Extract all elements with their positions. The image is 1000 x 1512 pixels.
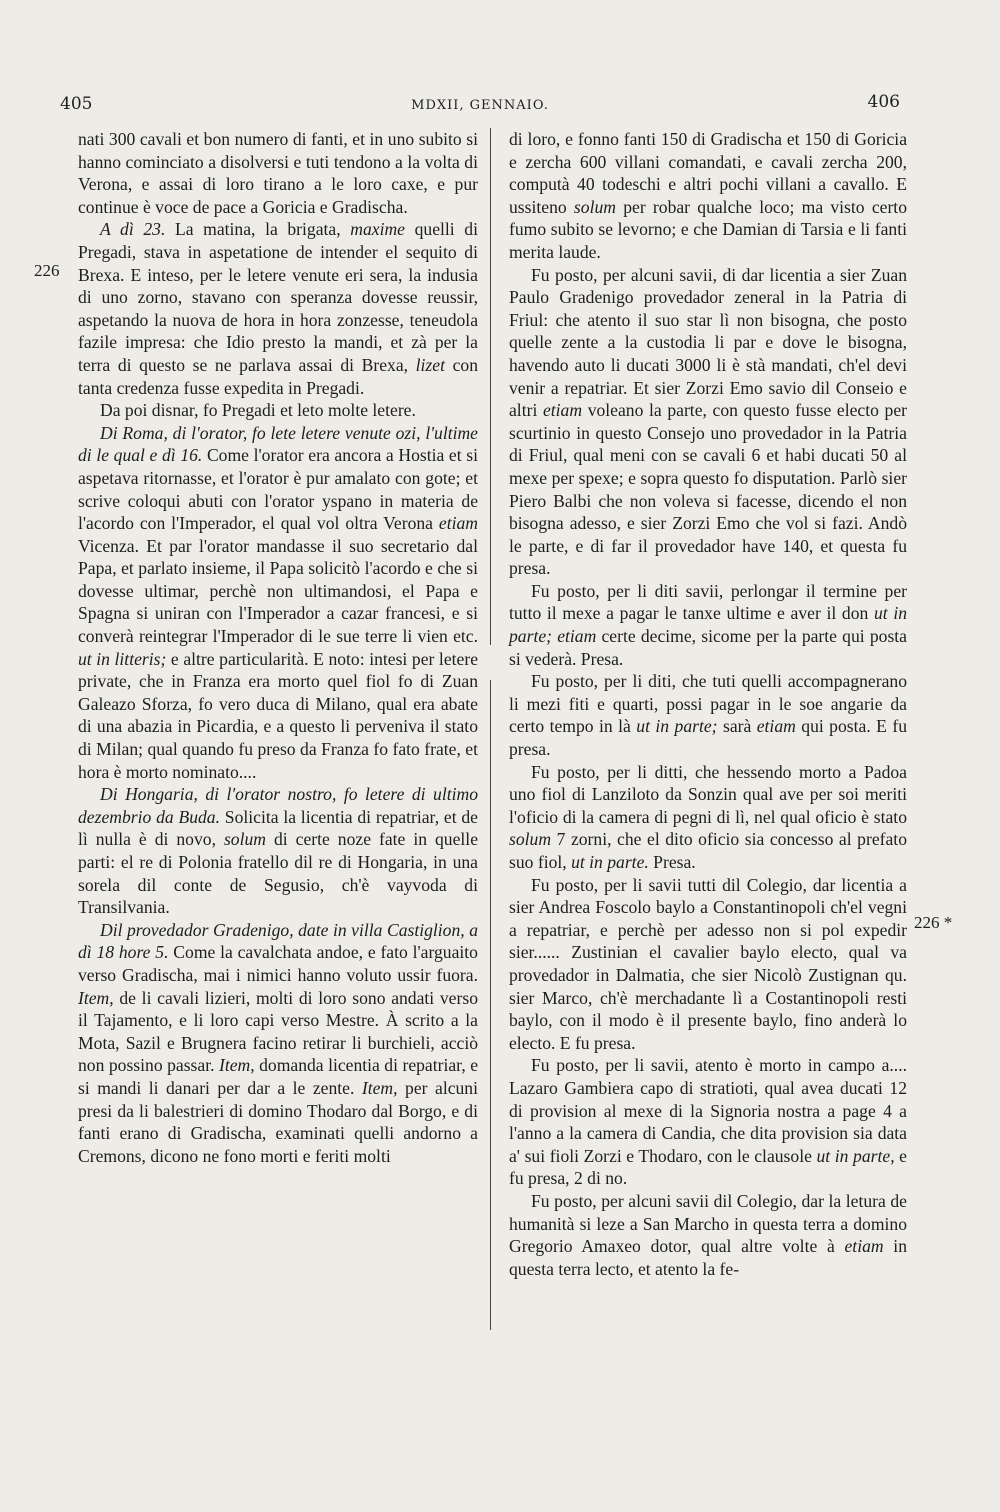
- paragraph: [78, 783, 478, 919]
- text-run: di certe noze fate in quelle parti: el re di Polonia fratello dil re di Hongaria, in una sorela dil conte de Segusio, ch'è vayvoda di Transilvania.: [78, 829, 479, 918]
- italic-text: Item,: [218, 1055, 255, 1076]
- running-title: MDXII, GENNAIO.: [411, 98, 549, 113]
- text-run: Da poi disnar, fo Pregadi et leto molte letere.: [100, 400, 416, 421]
- column-divider-lower: [490, 680, 491, 1330]
- text-run: domanda licentia di repatriar, e si mandi li danari per dar a le zente.: [78, 1055, 479, 1098]
- italic-text: Di Hongaria, di l'orator nostro, fo letere di ultimo dezembrio da Buda.: [78, 784, 478, 827]
- text-run: Come l'orator era ancora a Hostia et si aspetava ritornasse, et l'orator è pur amalato con gote; et scrive coloqui abuti con l'orator yspano in materia de l'acordo con l'Imperador, el qual vol oltra Verona: [78, 445, 478, 534]
- text-run: Solicita la licentia di repatriar, et de lì nulla è di novo,: [78, 806, 478, 850]
- text-run: 7 zorni, che el dito oficio sia concesso al prefato suo fiol,: [509, 829, 907, 872]
- italic-text: lizet: [415, 354, 445, 375]
- text-run: e fu presa, 2 di no.: [509, 1145, 907, 1189]
- paragraph: [78, 128, 478, 218]
- italic-text: ut in parte.: [571, 852, 649, 872]
- text-run: nati 300 cavali et bon numero di fanti, et in uno subito si hanno cominciato a disolversi e tuti tendono a la volta di Verona, e assai di loro tirano a le loro caxe, e pur continue è voce de pace a Goricia e Gradischa.: [78, 129, 478, 217]
- italic-text: ut in parte,: [816, 1145, 895, 1166]
- paragraph: [509, 128, 907, 264]
- text-run: certe decime, sicome per la parte qui posta si vederà. Presa.: [509, 626, 907, 669]
- paragraph: [78, 399, 478, 422]
- text-run: Vicenza. Et par l'orator mandasse il suo secretario dal Papa, et parlato insieme, il Papa solicitò l'acordo e che si dovesse ultimar, perchè non ultimandosi, el Papa e Spagna si uniran con l'Imperador a cazar francesi, e si converà reintegrar l'Imperador di le sue terre li vien etc.: [78, 535, 478, 647]
- paragraph: [509, 1054, 907, 1190]
- italic-text: ut in parte;: [636, 716, 718, 737]
- italic-text: etiam: [438, 513, 478, 534]
- text-run: in questa terra lecto, et atento la fe-: [509, 1236, 907, 1279]
- page-header: [60, 92, 900, 122]
- italic-text: Item,: [361, 1077, 398, 1098]
- text-run: Fu posto, per li savii, atento è morto in campo a.... Lazaro Gambiera capo di stratioti, qual avea ducati 12 di provision al mexe di la Signoria nostra a page 4 a l'anno a la camera di Candia, che dita provision sia data a' sui fioli Zorzi e Thodaro, con le clausole: [509, 1055, 907, 1166]
- paragraph: [509, 580, 907, 670]
- text-run: e altre particularità. E noto: intesi per letere private, che in Franza era morto quel fiol fo di Zuan Galeazo Sforza, fo vero duca di Milano, qual era abate di una abazia in Picardia, e a questo li perveniva il stato di Milan; qual quando fu preso da Franza fo fato frate, et hora è morto nominato....: [78, 648, 478, 782]
- italic-text: maxime: [350, 219, 405, 240]
- margin-note-left: 226: [34, 261, 60, 280]
- text-run: sarà: [717, 716, 757, 737]
- paragraph: [78, 218, 478, 399]
- left-page-number: 405: [60, 94, 93, 114]
- text-run: per alcuni presi da li balestrieri di domino Thodaro dal Borgo, e di fanti erano di Gradischa, examinati quelli andorno a Cremons, dicono ne fono morti e feriti molti: [78, 1077, 478, 1166]
- text-run: Fu posto, per li diti savii, perlongar il termine per tutto il mexe a pagar le tanxe ultime e aver il don: [509, 580, 907, 624]
- paragraph: [78, 919, 478, 1168]
- paragraph: [78, 422, 478, 784]
- italic-text: Dil provedador Gradenigo, date in villa Castiglion, a dì 18 hore 5.: [78, 919, 478, 963]
- text-run: Fu posto, per li savii tutti dil Colegio, dar licentia a sier Andrea Foscolo baylo a Constantinopoli ch'el vegni a repatriar, e perchè per adesso non si pol expedir sier...... Zustinian el cavalier baylo electo, qual va provedador in Dalmatia, che sier Nicolò Zustignan qu. sier Marco, ch'è merchadante lì a Costantinopoli resti baylo, con il modo è il presente baylo, fino anderà lo electo. E fu presa.: [509, 874, 907, 1053]
- italic-text: etiam: [542, 400, 583, 421]
- margin-note-right: 226 *: [914, 913, 953, 932]
- text-run: Fu posto, per alcuni savii, di dar licentia a sier Zuan Paulo Gradenigo provedador zeneral in la Patria di Friul: che atento il suo star lì non bisogna, che posto quelle zente a la custodia li par e dove le bisogna, havendo auto li ducati 3000 li è stà mandati, ch'el devi venir a repatriar. Et sier Zorzi Emo savio dil Conseio e altri: [509, 264, 907, 421]
- text-run: Fu posto, per li ditti, che hessendo morto a Padoa uno fiol di Lanziloto da Sonzin qual ave per soi meriti l'oficio di la camera di pegni di lì, nel qual oficio è stato: [509, 761, 907, 827]
- text-run: Presa.: [648, 852, 696, 872]
- text-run: qui posta. E fu presa.: [509, 716, 907, 760]
- column-divider: [490, 128, 491, 645]
- right-text-column: [509, 128, 907, 1280]
- italic-text: ut in parte; etiam: [509, 603, 908, 647]
- italic-text: etiam: [844, 1236, 884, 1257]
- italic-text: solum: [509, 829, 552, 850]
- italic-text: Di Roma, di l'orator, fo lete letere venute ozi, l'ultime di le qual e dì 16.: [78, 422, 478, 466]
- text-run: per robar qualche loco; ma visto certo fumo subito se levorno; e che Damian di Tarsia e li fanti merita laude.: [509, 196, 907, 262]
- italic-text: ut in litteris;: [78, 648, 167, 669]
- paragraph: [509, 264, 907, 580]
- text-run: voleano la parte, con questo fusse electo per scurtinio in questo Consejo uno provedador in la Patria di Friul, qual meni con se cavali 6 et habi ducati 50 al mexe per spexe; e sopra questo fo disputation. Parlò sier Piero Balbi che non voleva si facesse, dicendo el non bisogna adesso, e sier Zorzi Emo che vol si fazi. Andò le parte, e di far il provedador have 140, et questa fu presa.: [509, 400, 907, 579]
- italic-text: solum: [223, 829, 266, 850]
- paragraph: [509, 670, 907, 760]
- text-run: con tanta credenza fusse expedita in Pregadi.: [78, 354, 478, 398]
- paragraph: [509, 874, 907, 1055]
- text-run: La matina, la brigata,: [165, 219, 351, 240]
- italic-text: etiam: [756, 716, 796, 737]
- left-text-column: [78, 128, 478, 1167]
- text-run: Fu posto, per alcuni savii dil Colegio, dar la letura de humanità si leze a San Marcho in questa terra a domino Gregorio Amaxeo dotor, qual altre volte à: [509, 1190, 907, 1257]
- text-run: quelli di Pregadi, stava in aspetatione de intender el sequito di Brexa. E inteso, per le letere venute eri sera, la indusia di uno zorno, stavano con speranza dovesse reussir, aspetando la nuova de hora in hora zonzesse, teneudola fazile impresa: che Idio presto la mandi, et zà per la terra di questo se ne parlava assai di Brexa,: [78, 219, 478, 375]
- text-run: Fu posto, per li diti, che tuti quelli accompagnerano li mezi fiti e quarti, possi pagar in le soe angarie da certo tempo in là: [509, 671, 907, 737]
- italic-text: A dì 23.: [100, 219, 166, 240]
- right-page-number: 406: [867, 92, 900, 112]
- text-run: di loro, e fonno fanti 150 di Gradischa et 150 di Goricia e zercha 600 villani comandati, e cavali zercha 200, computà 40 todeschi e altri pochi villani a cavallo. E ussiteno: [509, 129, 907, 217]
- italic-text: Item,: [78, 987, 114, 1008]
- paragraph: [509, 761, 907, 874]
- paragraph: [509, 1190, 907, 1280]
- text-run: de li cavali lizieri, molti di loro sono andati verso il Tajamento, e li loro capi verso Mestre. À scrito a la Mota, Sazil e Brugnera facino retirar li burchieli, acciò non possino passar.: [78, 987, 478, 1076]
- text-run: Come la cavalchata andoe, e fato l'arguaito verso Gradischa, mai i nimici hanno voluto ussir fuora.: [78, 942, 478, 985]
- italic-text: solum: [573, 196, 616, 217]
